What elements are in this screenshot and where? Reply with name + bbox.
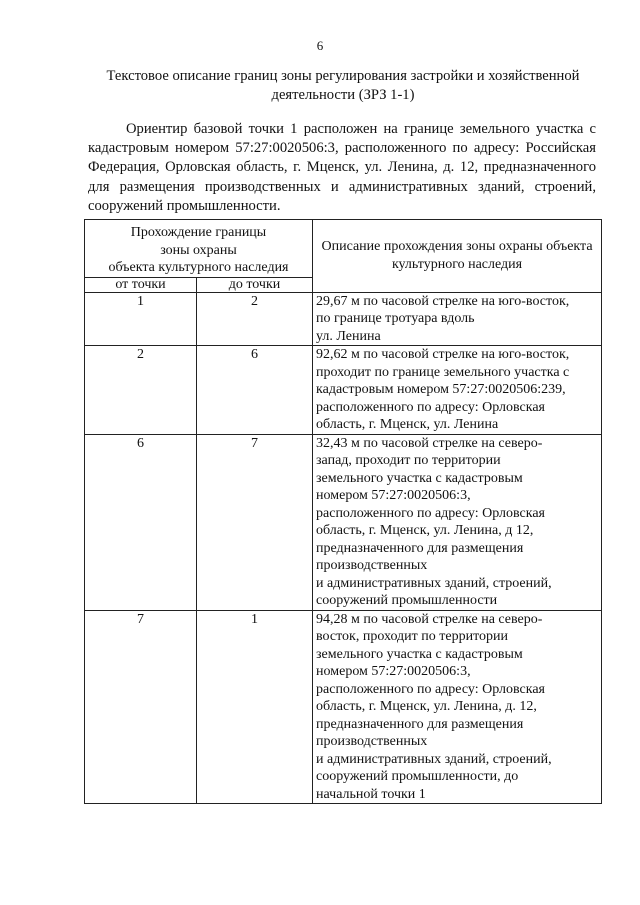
description-line: и административных зданий, строений, bbox=[316, 575, 552, 591]
table-row bbox=[85, 346, 602, 435]
description-line: проходит по границе земельного участка с bbox=[316, 364, 570, 380]
to-point-cell: 2 bbox=[197, 292, 313, 346]
from-point-cell: 1 bbox=[85, 292, 197, 346]
description-line: земельного участка с кадастровым bbox=[316, 646, 523, 662]
document-title: Текстовое описание границ зоны регулирования застройки и хозяйственной деятельности (ЗРЗ 1-1) bbox=[106, 68, 580, 103]
description-cell bbox=[313, 292, 602, 346]
description-cell bbox=[313, 434, 602, 610]
header-to-point: до точки bbox=[197, 277, 313, 292]
boundary-table bbox=[84, 219, 602, 804]
header-description: Описание прохождения зоны охраны объекта культурного наследия bbox=[313, 220, 602, 293]
description-line: расположенного по адресу: Орловская bbox=[316, 505, 545, 521]
description-line: и административных зданий, строений, bbox=[316, 751, 552, 767]
description-line: земельного участка с кадастровым bbox=[316, 470, 523, 486]
from-point-cell: 6 bbox=[85, 434, 197, 610]
from-point-cell: 7 bbox=[85, 610, 197, 804]
description-line: 29,67 м по часовой стрелке на юго-восток, bbox=[316, 293, 570, 309]
description-line: номером 57:27:0020506:3, bbox=[316, 488, 471, 503]
description-line: предназначенного для размещения bbox=[316, 540, 524, 556]
to-point-cell: 6 bbox=[197, 346, 313, 435]
description-line: область, г. Мценск, ул. Ленина bbox=[316, 417, 499, 432]
description-line: ул. Ленина bbox=[316, 328, 381, 344]
header-group-line: зоны охраны bbox=[160, 242, 237, 258]
page-number: 6 bbox=[316, 38, 324, 53]
description-line: номером 57:27:0020506:3, bbox=[316, 664, 471, 679]
table-body bbox=[85, 292, 602, 804]
intro-paragraph: Ориентир базовой точки 1 расположен на границе земельного участка с кадастровым номером 57:27:0020506:3, расположенного по адресу: Российская Федерация, Орловская область, г. Мценск, ул. Ленина, д. 12, предназначенного для размещения производственных и административных зданий, строений, сооружений промышленности. bbox=[88, 121, 596, 214]
description-line: предназначенного для размещения bbox=[316, 716, 524, 732]
description-line: 94,28 м по часовой стрелке на северо- bbox=[316, 611, 543, 627]
description-line: начальной точки 1 bbox=[316, 786, 426, 802]
description-line: сооружений промышленности, до bbox=[316, 769, 519, 784]
description-line: производственных bbox=[316, 734, 428, 749]
table-row bbox=[85, 434, 602, 610]
table-row bbox=[85, 292, 602, 346]
description-line: сооружений промышленности bbox=[316, 593, 498, 608]
description-line: расположенного по адресу: Орловская bbox=[316, 399, 545, 415]
header-boundary-passage bbox=[85, 220, 313, 278]
header-group-line: Прохождение границы bbox=[130, 225, 267, 240]
description-line: кадастровым номером 57:27:0020506:239, bbox=[316, 382, 566, 397]
description-line: восток, проходит по территории bbox=[316, 629, 509, 644]
description-line: 92,62 м по часовой стрелке на юго-восток, bbox=[316, 347, 570, 362]
description-line: запад, проходит по территории bbox=[316, 453, 501, 468]
description-line: по границе тротуара вдоль bbox=[316, 311, 475, 326]
description-cell bbox=[313, 610, 602, 804]
description-line: 32,43 м по часовой стрелке на северо- bbox=[316, 435, 543, 451]
description-line: область, г. Мценск, ул. Ленина, д. 12, bbox=[316, 699, 537, 714]
header-group-line: объекта культурного наследия bbox=[108, 260, 289, 275]
header-from-point: от точки bbox=[85, 277, 197, 292]
description-cell bbox=[313, 346, 602, 435]
to-point-cell: 1 bbox=[197, 610, 313, 804]
table-row bbox=[85, 610, 602, 804]
description-line: расположенного по адресу: Орловская bbox=[316, 681, 545, 697]
description-line: производственных bbox=[316, 558, 428, 573]
from-point-cell: 2 bbox=[85, 346, 197, 435]
description-line: область, г. Мценск, ул. Ленина, д 12, bbox=[316, 523, 534, 538]
to-point-cell: 7 bbox=[197, 434, 313, 610]
